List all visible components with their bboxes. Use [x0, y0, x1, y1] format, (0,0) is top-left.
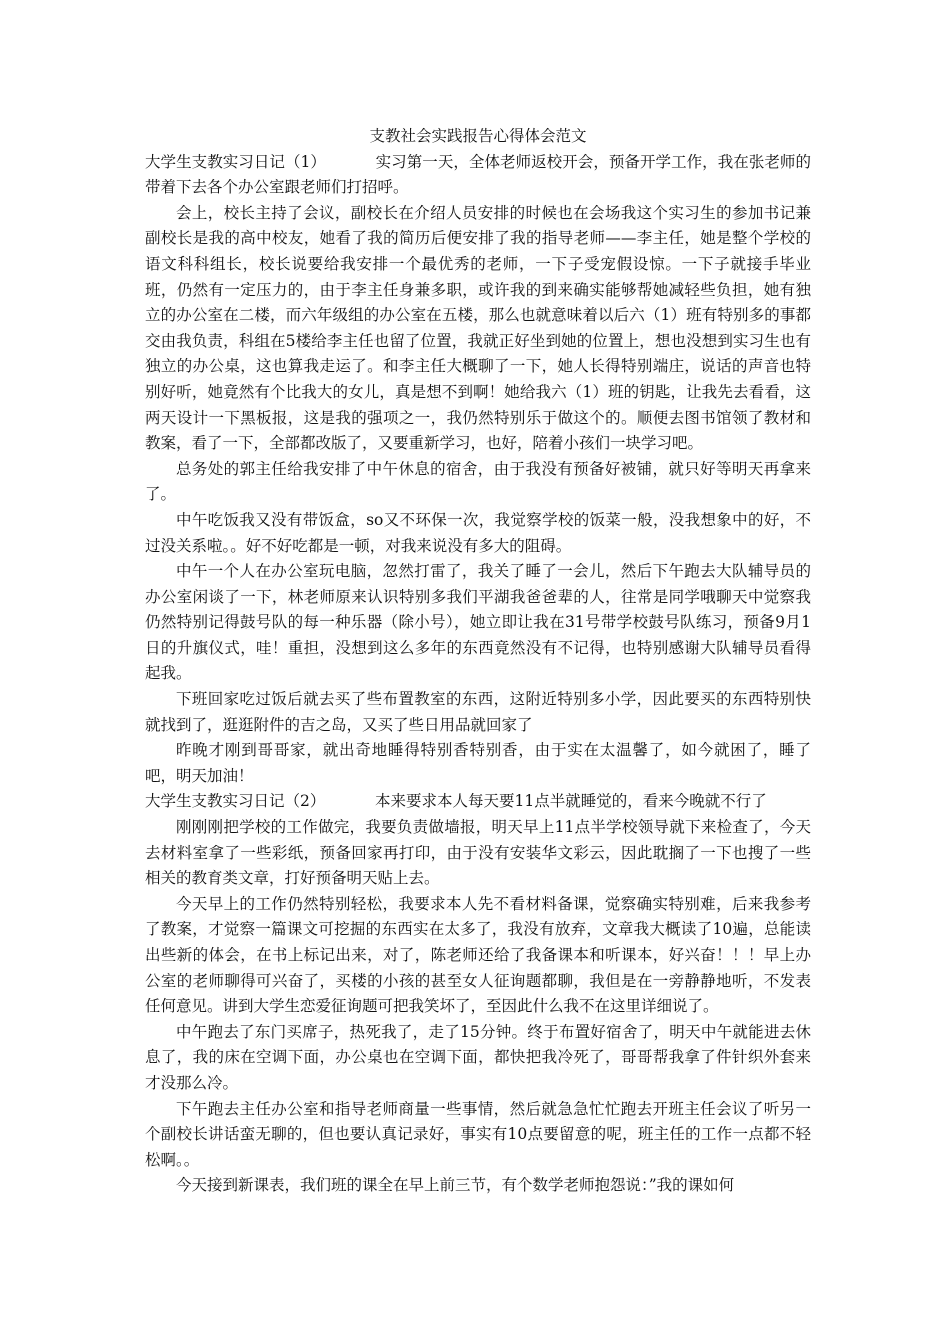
body-paragraph: 昨晚才刚到哥哥家，就出奇地睡得特别香特别香，由于实在太温馨了，如今就困了，睡了吧，明天加油！: [145, 741, 811, 785]
body-paragraph: 中午一个人在办公室玩电脑，忽然打雷了，我关了睡了一会儿，然后下午跑去大队辅导员的办公室闲谈了一下，林老师原来认识特别多我们平湖我爸爸辈的人，往常是同学哦聊天中觉察我仍然特别记得鼓号队的每一种乐器（除小号），她立即让我在31号带学校鼓号队练习，预备9月1日的升旗仪式，哇！重担，没想到这么多年的东西竟然没有不记得，也特别感谢大队辅导员看得起我。: [145, 562, 811, 683]
document-body: [145, 124, 811, 1199]
document-title: 支教社会实践报告心得体会范文: [369, 127, 587, 145]
body-paragraph: 刚刚刚把学校的工作做完，我要负责做墙报，明天早上11点半学校领导就下来检查了，今天去材料室拿了一些彩纸，预备回家再打印，由于没有安装华文彩云，因此耽搁了一下也搜了一些相关的教育类文章，打好预备明天贴上去。: [145, 818, 811, 888]
diary-entry-text: 实习第一天，全体老师返校开会，预备开学工作，我在张老师的带着下去各个办公室跟老师们打招呼。: [145, 152, 811, 197]
body-paragraph: 中午吃饭我又没有带饭盒，so又不环保一次，我觉察学校的饭菜一般，没我想象中的好，不过没关系啦。。好不好吃都是一顿，对我来说没有多大的阻碍。: [145, 510, 811, 555]
diary-entry-heading: [145, 789, 811, 815]
body-paragraph: 下班回家吃过饭后就去买了些布置教室的东西，这附近特别多小学，因此要买的东西特别快就找到了，逛逛附件的吉之岛，又买了些日用品就回家了: [145, 690, 811, 734]
body-paragraph: 会上，校长主持了会议，副校长在介绍人员安排的时候也在会场我这个实习生的参加书记兼副校长是我的高中校友，她看了我的简历后便安排了我的指导老师——李主任，她是整个学校的语文科科组长，校长说要给我安排一个最优秀的老师，一下子受宠假设惊。一下子就接手毕业班，仍然有一定压力的，由于李主任身兼多职，或许我的到来确实能够帮她减轻些负担，她有独立的办公室在二楼，而六年级组的办公室在五楼，那么也就意味着以后六（1）班有特别多的事都交由我负责，科组在5楼给李主任也留了位置，我就正好坐到她的位置上，想也没想到实习生也有独立的办公桌，这也算我走运了。和李主任大概聊了一下，她人长得特别端庄，说话的声音也特别好听，她竟然有个比我大的女儿，真是想不到啊！她给我六（1）班的钥匙，让我先去看看，这两天设计一下黑板报，这是我的强项之一，我仍然特别乐于做这个的。顺便去图书馆领了教材和教案，看了一下，全部都改版了，又要重新学习，也好，陪着小孩们一块学习吧。: [145, 203, 811, 453]
body-paragraph: 中午跑去了东门买席子，热死我了，走了15分钟。终于布置好宿舍了，明天中午就能进去休息了，我的床在空调下面，办公桌也在空调下面，都快把我冷死了，哥哥帮我拿了件针织外套来才没那么冷。: [145, 1022, 811, 1092]
body-paragraph: 总务处的郭主任给我安排了中午休息的宿舍，由于我没有预备好被铺，就只好等明天再拿来了。: [145, 459, 811, 504]
body-paragraph: 下午跑去主任办公室和指导老师商量一些事情，然后就急急忙忙跑去开班主任会议了听另一个副校长讲话蛮无聊的，但也要认真记录好，事实有10点要留意的呢，班主任的工作一点都不轻松啊。。: [145, 1099, 811, 1169]
diary-entry-heading: [145, 150, 811, 201]
body-paragraph: 今天早上的工作仍然特别轻松，我要求本人先不看材料备课，觉察确实特别难，后来我参考了教案，才觉察一篇课文可挖掘的东西实在太多了，我没有放弃，文章我大概读了10遍，总能读出些新的体会，在书上标记出来，对了，陈老师还给了我备课本和听课本，好兴奋！！！早上办公室的老师聊得可兴奋了，买楼的小孩的甚至女人征询题都聊，我但是在一旁静静地听，不发表任何意见。讲到大学生恋爱征询题可把我笑坏了，至因此什么我不在这里详细说了。: [145, 894, 811, 1016]
body-paragraph: 今天接到新课表，我们班的课全在早上前三节，有个数学老师抱怨说：”我的课如何: [176, 1176, 735, 1195]
diary-entry-text: 本来要求本人每天要11点半就睡觉的，看来今晚就不行了: [374, 792, 767, 811]
diary-entry-label: 大学生支教实习日记（2）: [145, 792, 326, 811]
diary-entry-label: 大学生支教实习日记（1）: [145, 152, 326, 171]
